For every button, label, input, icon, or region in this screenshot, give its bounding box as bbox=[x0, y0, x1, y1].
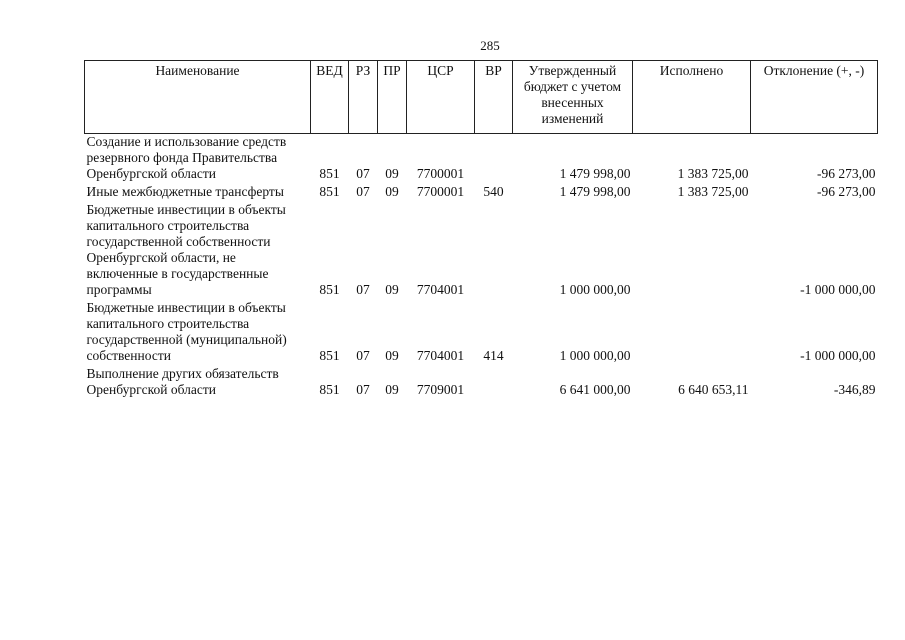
row-vr: 540 bbox=[483, 184, 504, 199]
row-pr: 09 bbox=[385, 348, 399, 363]
header-approved: Утвержденный бюджет с учетом внесенных изменений bbox=[513, 61, 633, 134]
row-pr: 09 bbox=[385, 282, 399, 297]
table-row bbox=[85, 202, 878, 300]
row-deviation: -346,89 bbox=[833, 382, 876, 397]
row-approved: 1 000 000,00 bbox=[559, 348, 631, 363]
header-deviation: Отклонение (+, -) bbox=[751, 61, 878, 134]
row-executed: 6 640 653,11 bbox=[678, 382, 749, 397]
row-vr bbox=[475, 134, 513, 185]
row-approved: 6 641 000,00 bbox=[559, 382, 631, 397]
row-rz: 07 bbox=[356, 348, 370, 363]
row-approved: 1 000 000,00 bbox=[559, 282, 631, 297]
row-csr: 7704001 bbox=[416, 348, 465, 363]
row-deviation: -96 273,00 bbox=[817, 184, 876, 199]
row-name: Создание и использование средств резервного фонда Правительства Оренбургской области bbox=[86, 134, 287, 181]
header-name: Наименование bbox=[85, 61, 311, 134]
row-csr: 7700001 bbox=[416, 166, 465, 181]
row-rz: 07 bbox=[356, 282, 370, 297]
row-ved: 851 bbox=[319, 382, 340, 397]
page-number: 285 bbox=[480, 38, 500, 53]
header-csr: ЦСР bbox=[407, 61, 475, 134]
row-name: Иные межбюджетные трансферты bbox=[86, 184, 284, 199]
row-executed bbox=[633, 202, 751, 300]
header-ved: ВЕД bbox=[311, 61, 349, 134]
row-vr: 414 bbox=[483, 348, 504, 363]
row-vr bbox=[475, 202, 513, 300]
table-row bbox=[85, 300, 878, 366]
row-approved: 1 479 998,00 bbox=[559, 166, 631, 181]
budget-table bbox=[84, 60, 878, 400]
row-deviation: -1 000 000,00 bbox=[800, 348, 876, 363]
row-csr: 7700001 bbox=[416, 184, 465, 199]
table-row bbox=[85, 134, 878, 185]
table-header-row bbox=[85, 61, 878, 134]
header-vr: ВР bbox=[475, 61, 513, 134]
table-row bbox=[85, 366, 878, 400]
table-row bbox=[85, 184, 878, 202]
row-name: Бюджетные инвестиции в объекты капитального строительства государственной (муниципальной) собственности bbox=[86, 300, 287, 363]
row-pr: 09 bbox=[385, 166, 399, 181]
row-approved: 1 479 998,00 bbox=[559, 184, 631, 199]
row-pr: 09 bbox=[385, 382, 399, 397]
row-pr: 09 bbox=[385, 184, 399, 199]
header-rz: РЗ bbox=[349, 61, 378, 134]
row-csr: 7704001 bbox=[416, 282, 465, 297]
row-rz: 07 bbox=[356, 166, 370, 181]
row-deviation: -96 273,00 bbox=[817, 166, 876, 181]
row-rz: 07 bbox=[356, 184, 370, 199]
row-name: Выполнение других обязательств Оренбургской области bbox=[86, 366, 279, 397]
row-ved: 851 bbox=[319, 166, 340, 181]
row-ved: 851 bbox=[319, 282, 340, 297]
row-csr: 7709001 bbox=[416, 382, 465, 397]
header-pr: ПР bbox=[378, 61, 407, 134]
row-executed: 1 383 725,00 bbox=[677, 166, 749, 181]
row-rz: 07 bbox=[356, 382, 370, 397]
row-vr bbox=[475, 366, 513, 400]
row-ved: 851 bbox=[319, 184, 340, 199]
row-deviation: -1 000 000,00 bbox=[800, 282, 876, 297]
row-executed bbox=[633, 300, 751, 366]
header-executed: Исполнено bbox=[633, 61, 751, 134]
row-name: Бюджетные инвестиции в объекты капитального строительства государственной собственности Оренбургской области, не включенные в государственные программы bbox=[86, 202, 286, 297]
row-ved: 851 bbox=[319, 348, 340, 363]
row-executed: 1 383 725,00 bbox=[677, 184, 749, 199]
